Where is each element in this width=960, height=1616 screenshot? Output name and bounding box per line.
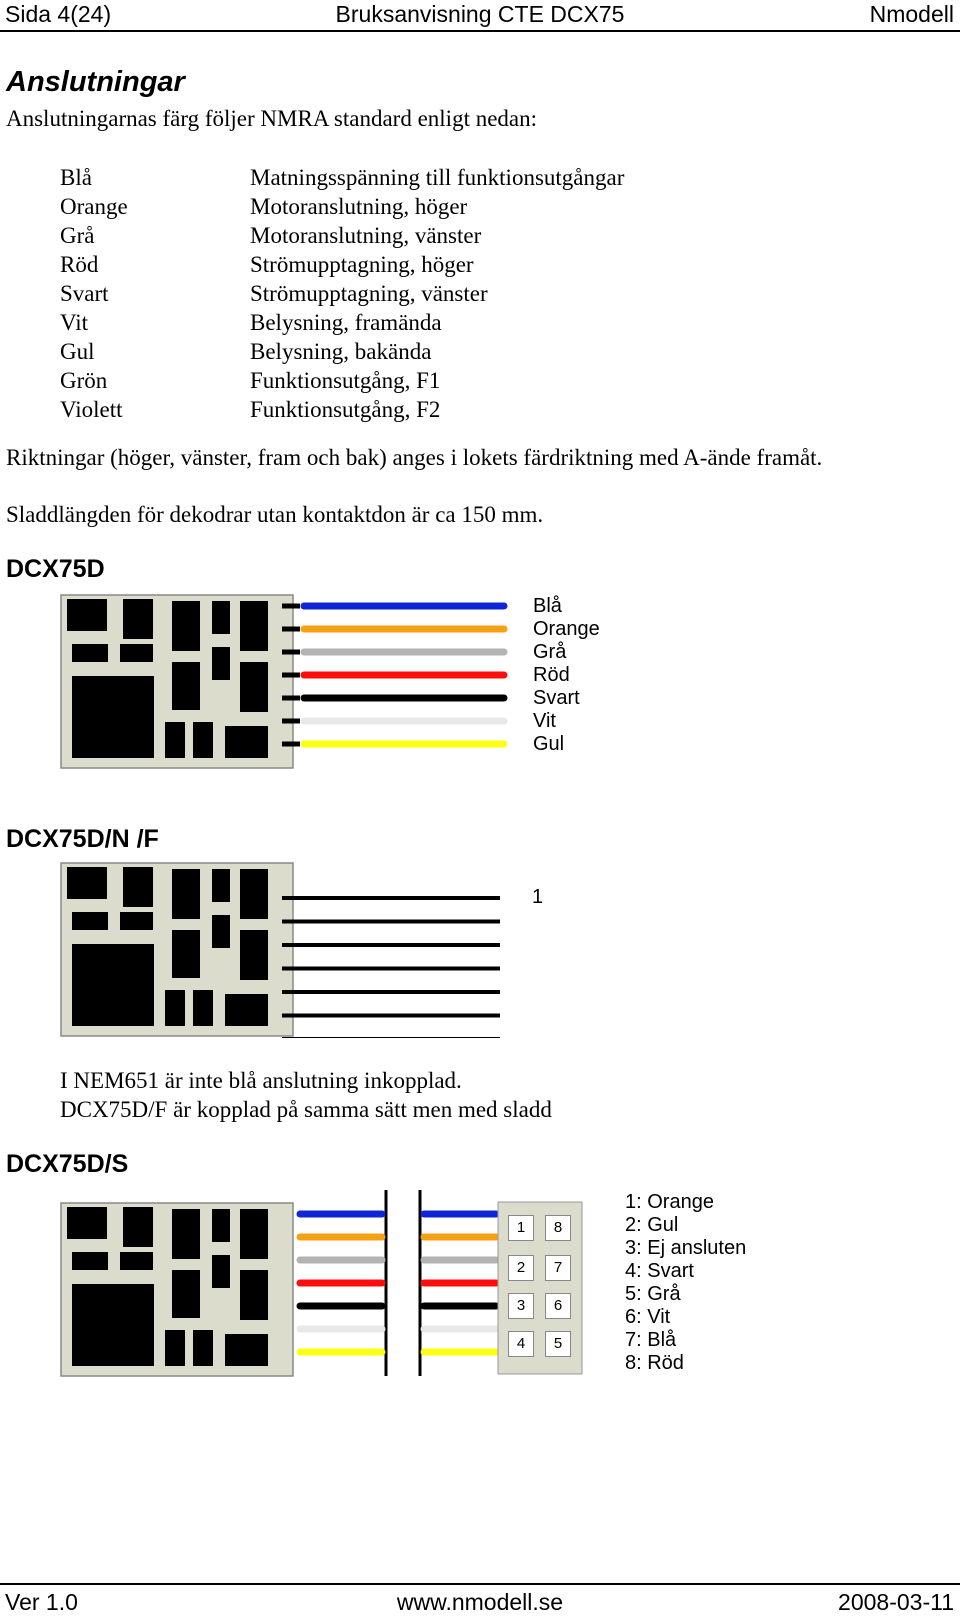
pcb-component	[172, 662, 200, 710]
pcb-component	[212, 1209, 230, 1242]
connector-pin: 4	[508, 1331, 534, 1357]
wire-label: Svart	[533, 687, 580, 709]
color-description: Motoranslutning, höger	[250, 194, 468, 219]
connector-pin: 2	[508, 1255, 534, 1281]
color-description: Strömupptagning, vänster	[250, 281, 488, 306]
dcx75dn-title: DCX75D/N /F	[6, 825, 159, 853]
pcb-component	[72, 644, 108, 662]
connector-pin: 8	[545, 1215, 571, 1241]
dcx75d-title: DCX75D	[6, 555, 105, 583]
direction-paragraph: Riktningar (höger, vänster, fram och bak) anges i lokets färdriktning med A-ände framåt.	[6, 445, 823, 470]
pcb-component	[67, 867, 107, 899]
pcb-component	[165, 990, 185, 1026]
color-description: Motoranslutning, vänster	[250, 223, 482, 248]
pcb-component	[172, 1270, 200, 1318]
pcb-component	[172, 601, 200, 651]
color-description: Matningsspänning till funktionsutgångar	[250, 165, 625, 190]
color-description: Belysning, framända	[250, 310, 442, 335]
wire-label: Blå	[533, 595, 562, 617]
wire-label: Röd	[533, 664, 570, 686]
pcb-component	[165, 722, 185, 758]
pcb-component	[120, 644, 153, 662]
section-title: Anslutningar	[6, 66, 185, 98]
pcb-component	[120, 1252, 153, 1270]
pin-map-item: 2: Gul	[625, 1214, 679, 1236]
color-description: Funktionsutgång, F2	[250, 397, 441, 422]
nem651-note-line1: I NEM651 är inte blå anslutning inkopplad.	[60, 1068, 462, 1093]
pcb-component	[240, 930, 268, 980]
pcb-component	[193, 1330, 213, 1366]
color-name: Grön	[60, 368, 108, 393]
pcb-component	[212, 915, 230, 948]
pcb-component	[240, 869, 268, 919]
header-brand: Nmodell	[869, 1, 954, 27]
pcb-component	[172, 1209, 200, 1259]
connector-pin: 1	[508, 1215, 534, 1241]
footer-website: www.nmodell.se	[396, 1589, 564, 1615]
pin-map-item: 6: Vit	[625, 1306, 671, 1328]
pcb-component	[123, 599, 153, 639]
nem651-note-line2: DCX75D/F är kopplad på samma sätt men med sladd	[60, 1097, 552, 1122]
pcb-component	[225, 1334, 268, 1366]
header-document-title: Bruksanvisning CTE DCX75	[335, 1, 625, 27]
pcb-component	[225, 994, 268, 1026]
pcb-component	[72, 1284, 154, 1366]
wire-label: Gul	[533, 733, 565, 755]
pcb-component	[165, 1330, 185, 1366]
pcb-component	[212, 601, 230, 634]
connector-pin: 5	[545, 1331, 571, 1357]
pin-one-label: 1	[532, 886, 544, 908]
pcb-component	[193, 990, 213, 1026]
footer-version: Ver 1.0	[5, 1589, 78, 1615]
pcb-component	[212, 1255, 230, 1288]
color-name: Röd	[60, 252, 99, 277]
pcb-component	[72, 1252, 108, 1270]
header-page-number: Sida 4(24)	[5, 1, 112, 27]
pcb-component	[72, 944, 154, 1026]
pcb-component	[240, 1270, 268, 1320]
length-paragraph: Sladdlängden för dekodrar utan kontaktdon är ca 150 mm.	[6, 502, 544, 527]
pcb-component	[172, 869, 200, 919]
pcb-component	[67, 1207, 107, 1239]
connector-pin: 7	[545, 1255, 571, 1281]
color-description: Funktionsutgång, F1	[250, 368, 441, 393]
footer-date: 2008-03-11	[838, 1589, 954, 1615]
wire-label: Grå	[533, 641, 567, 663]
connector-pin: 3	[508, 1293, 534, 1319]
color-name: Gul	[60, 339, 95, 364]
pcb-component	[193, 722, 213, 758]
pcb-component	[240, 1209, 268, 1259]
pcb-component	[212, 647, 230, 680]
color-name: Blå	[60, 165, 92, 190]
color-name: Violett	[60, 397, 123, 422]
pin-map-item: 3: Ej ansluten	[625, 1237, 747, 1259]
color-description: Belysning, bakända	[250, 339, 432, 364]
pcb-component	[212, 869, 230, 902]
pcb-component	[123, 867, 153, 907]
wire-label: Orange	[533, 618, 600, 640]
pin-map-item: 5: Grå	[625, 1283, 681, 1305]
color-name: Orange	[60, 194, 128, 219]
color-name: Svart	[60, 281, 109, 306]
pcb-component	[240, 662, 268, 712]
pcb-component	[72, 912, 108, 930]
pcb-component	[225, 726, 268, 758]
pcb-component	[72, 676, 154, 758]
color-name: Vit	[60, 310, 89, 335]
pcb-component	[120, 912, 153, 930]
dcx75dn-board-diagram	[60, 862, 510, 1038]
pin-map-item: 8: Röd	[625, 1352, 684, 1374]
connector-pin: 6	[545, 1293, 571, 1319]
dcx75d-board-diagram	[60, 594, 510, 770]
page-footer	[0, 1583, 960, 1615]
pin-map-item: 4: Svart	[625, 1260, 694, 1282]
dcx75ds-title: DCX75D/S	[6, 1150, 129, 1178]
pcb-component	[67, 599, 107, 631]
page-header	[0, 0, 960, 32]
pin-map-item: 1: Orange	[625, 1191, 714, 1213]
pcb-component	[240, 601, 268, 651]
color-description: Strömupptagning, höger	[250, 252, 474, 277]
pcb-component	[172, 930, 200, 978]
intro-paragraph: Anslutningarnas färg följer NMRA standard enligt nedan:	[6, 106, 538, 131]
wire-label: Vit	[533, 710, 556, 732]
pin-map-item: 7: Blå	[625, 1329, 677, 1351]
pcb-component	[123, 1207, 153, 1247]
color-name: Grå	[60, 223, 95, 248]
